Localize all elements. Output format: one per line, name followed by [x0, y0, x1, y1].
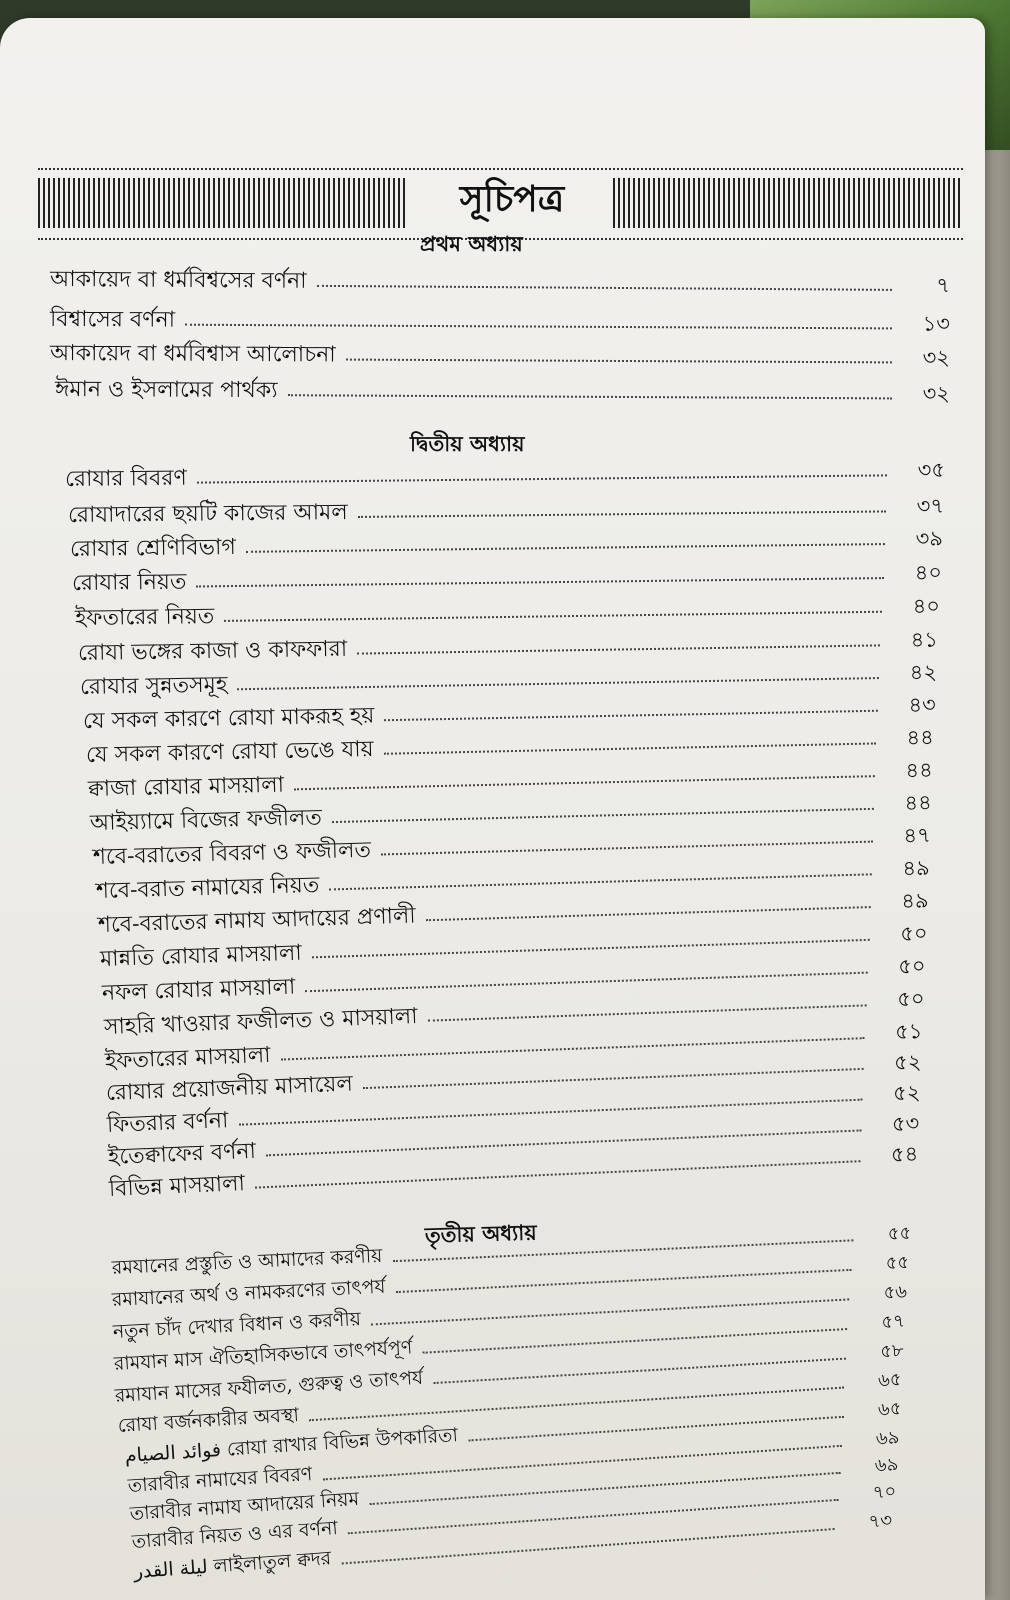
toc-entry [50, 304, 950, 341]
toc-entry-page: ৪৪ [905, 757, 934, 782]
chapter-3-heading: তৃতীয় অধ্যায় [424, 1219, 537, 1248]
page-title: সূচিপত্র [459, 178, 565, 220]
toc-entry-title: আইয়্যামে বিজের ফজীলত [89, 804, 323, 836]
toc-entry-page: ৫৬ [882, 1280, 908, 1304]
toc-entry-title: ليلة القدر লাইলাতুল ক্বদর [133, 1547, 332, 1583]
toc-entry [65, 455, 945, 496]
toc-entry-title: তারাবীর নামায আদায়ের নিয়ম [129, 1487, 360, 1525]
toc-entry-title: রোযার বিবরণ [64, 465, 187, 492]
leader-dots [381, 841, 873, 856]
leader-dots [384, 710, 877, 721]
toc-entry-title: মান্নতি রোযার মাসয়ালা [99, 940, 303, 972]
toc-entry-page: ৩৯ [915, 525, 944, 551]
toc-entry-title: আকায়েদ বা ধর্মবিশ্বাস আলোচনা [49, 340, 336, 367]
toc-entry-page: ৫১ [894, 1018, 923, 1044]
toc-entry-page: ৫৪ [890, 1141, 919, 1167]
toc-entry-title: আকায়েদ বা ধর্মবিশ্বসের বর্ণনা [49, 266, 307, 294]
chapter-2-heading: দ্বিতীয় অধ্যায় [410, 431, 525, 456]
toc-entry-page: ৩২ [922, 381, 951, 406]
toc-entry-title: ইতেক্বাফের বর্ণনা [107, 1138, 257, 1170]
toc-entry-title: শবে-বরাত নামাযের নিয়ত [95, 872, 320, 904]
toc-entry-page: ৭ [936, 272, 951, 297]
leader-dots [237, 677, 878, 690]
toc-entry-title: ফিতরার বর্ণনা [106, 1107, 229, 1138]
toc-entry-title: ইফতারের নিয়ত [74, 603, 215, 631]
toc-entry-page: ৪০ [912, 593, 941, 618]
toc-entry-title: রোযাদারের ছয়টি কাজের আমল [67, 499, 348, 528]
leader-dots [197, 474, 887, 483]
leader-dots [332, 808, 874, 823]
toc-entry-page: ৪৩ [908, 692, 937, 717]
toc-entry-page: ৩২ [922, 345, 951, 370]
toc-entry-page: ৩৫ [917, 457, 946, 482]
leader-dots [185, 324, 892, 330]
toc-entry-title: فوائد الصيام রোযা রাখার বিভিন্ন উপকারিতা [124, 1424, 459, 1467]
leader-dots [317, 285, 892, 291]
leader-dots [428, 1004, 867, 1021]
toc-entry-page: ৪১ [910, 626, 939, 652]
header-ornament-right [613, 178, 963, 228]
toc-entry-title: বিশ্বাসের বর্ণনা [49, 306, 176, 333]
toc-entry-page: ৩৭ [916, 493, 945, 518]
toc-entry-title: রোযার প্রয়োজনীয় মাসায়েল [105, 1071, 354, 1106]
toc-entry-title: নতুন চাঁদ দেখার বিধান ও করণীয় [112, 1308, 362, 1343]
toc-entry-page: ৫২ [892, 1079, 921, 1105]
leader-dots [255, 1160, 860, 1188]
leader-dots [384, 742, 876, 754]
toc-entry-page: ৭৩ [867, 1509, 893, 1533]
toc-entry-page: ৫২ [893, 1049, 922, 1075]
toc-entry-page: ৪৯ [900, 887, 929, 913]
toc-entry-title: রোযার নিয়ত [71, 569, 187, 596]
leader-dots [357, 644, 880, 654]
toc-entry-page: ৪২ [909, 659, 938, 685]
toc-entry-title: যে সকল কারণে রোযা মাকরূহ হয় [82, 702, 375, 734]
toc-entry-page: ৬৫ [877, 1368, 903, 1391]
toc-entry-page: ৫৩ [891, 1110, 920, 1136]
toc-entry-page: ৫৫ [885, 1251, 910, 1274]
toc-entry-title: ইফতারের মাসয়ালা [104, 1042, 271, 1074]
leader-dots [358, 510, 886, 518]
toc-entry-title: বিভিন্ন মাসয়ালা [108, 1170, 246, 1202]
toc-entry-title: ক্বাজা রোযার মাসয়ালা [87, 772, 285, 802]
toc-entry-page: ৪০ [914, 559, 943, 585]
toc-entry-title: রোযা বর্জনকারীর অবস্থা [117, 1403, 300, 1437]
leader-dots [426, 906, 871, 921]
leader-dots [224, 611, 882, 622]
toc-entry-page: ৫০ [897, 953, 926, 979]
toc-entry-title: রমাযানের অর্থ ও নামকরণের তাৎপর্য [111, 1275, 386, 1311]
header-ornament-left [38, 178, 406, 228]
toc-entry-page: ৬৫ [877, 1397, 903, 1421]
toc-entry-title: শবে-বরাতের বিবরণ ও ফজীলত [92, 837, 372, 870]
leader-dots [196, 577, 884, 587]
toc-entry-title: রোযার শ্রেণিবিভাগ [69, 534, 236, 562]
leader-dots [287, 394, 892, 399]
toc-entry-title: রোযার সুন্নতসমূহ [79, 671, 228, 700]
toc-entry-title: সাহরি খাওয়ার ফজীলত ও মাসয়ালা [103, 1003, 418, 1040]
toc-entry-title: নফল রোযার মাসয়ালা [101, 974, 296, 1006]
toc-entry-page: ৫৫ [887, 1222, 912, 1245]
book-page [0, 18, 985, 1600]
toc-entry-page: ৪৪ [904, 789, 933, 815]
toc-entry-page: ৫৭ [880, 1310, 906, 1333]
toc-entry-page: ৪৯ [902, 855, 930, 880]
toc-entry-page: ৪৪ [906, 724, 935, 750]
leader-dots [246, 543, 885, 553]
toc-entry-page: ৫০ [899, 920, 928, 946]
toc-entry-page: ১৩ [922, 311, 951, 336]
toc-entry-title: তারাবীর নামাযের বিবরণ [127, 1463, 313, 1497]
toc-entry-page: ৫৮ [879, 1339, 905, 1363]
toc-entry-title: রমযানের প্রস্তুতি ও আমাদের করণীয় [111, 1244, 383, 1279]
chapter-1-heading: প্রথম অধ্যায় [420, 231, 523, 256]
toc-entry-page: ৭০ [872, 1480, 897, 1503]
leader-dots [346, 359, 892, 364]
toc-entry-title: শবে-বরাতের নামায আদায়ের প্রণালী [97, 903, 416, 938]
toc-entry [55, 374, 950, 411]
leader-dots [294, 775, 875, 790]
toc-entry-page: ৬৯ [875, 1426, 901, 1450]
toc-entry-title: তারাবীর নিয়ত ও এর বর্ণনা [131, 1516, 339, 1553]
toc-entry-page: ৪৭ [903, 822, 931, 848]
toc-entry-title: যে সকল কারণে রোযা ভেঙে যায় [85, 736, 374, 768]
toc-entry [50, 264, 950, 302]
toc-entry-title: ঈমান ও ইসলামের পার্থক্য [54, 376, 278, 403]
toc-entry-title: রমাযান মাসের ফযীলত, গুরুত্ব ও তাৎপর্য [114, 1366, 424, 1407]
leader-dots [329, 873, 871, 890]
toc-entry-page: ৬৯ [874, 1453, 899, 1476]
toc-entry-title: রোযা ভঙ্গের কাজা ও কাফফারা [77, 636, 348, 666]
toc-entry-title: রামযান মাস ঐতিহাসিকভাবে তাৎপর্যপূর্ণ [113, 1336, 413, 1375]
toc-entry-page: ৫০ [896, 985, 925, 1011]
toc-entry [50, 338, 950, 375]
